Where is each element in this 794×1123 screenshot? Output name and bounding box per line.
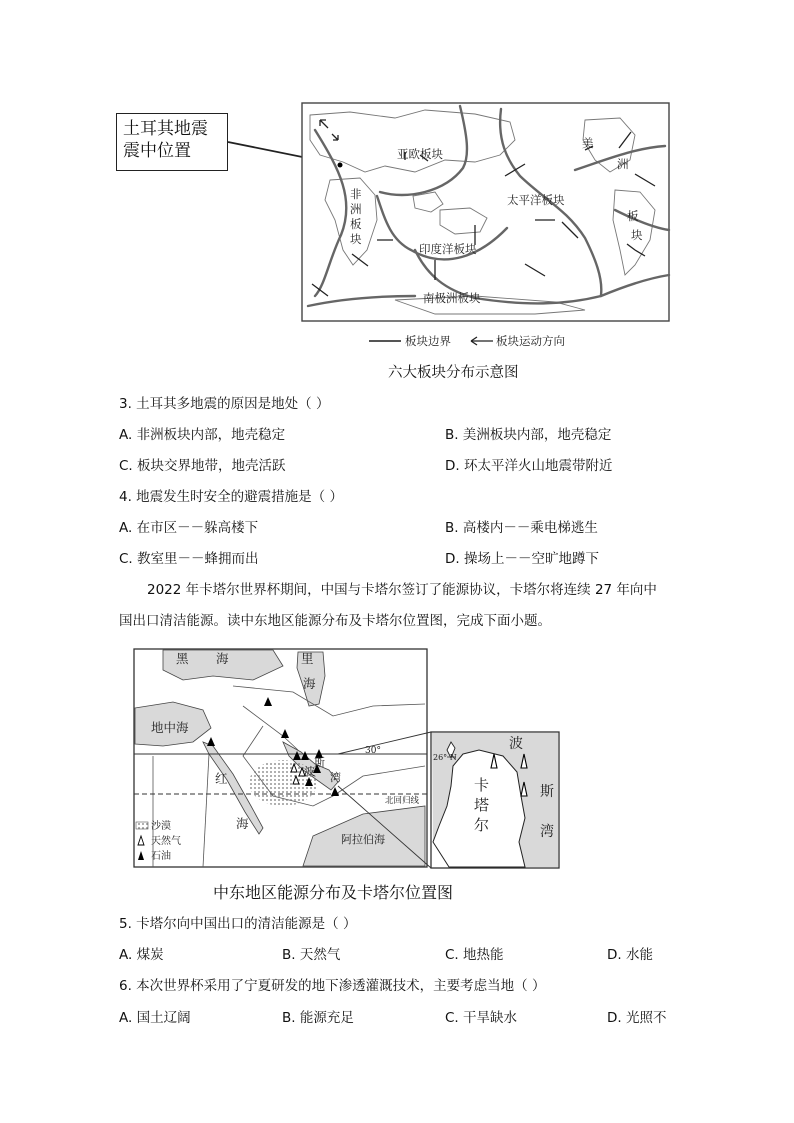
label-red-sea-2: 海	[236, 816, 249, 831]
label-african-2: 洲	[350, 202, 362, 216]
label-african-3: 板	[350, 217, 362, 231]
inset-qatar-2: 塔	[474, 796, 490, 814]
q6-option-c: C. 干旱缺水	[445, 1010, 518, 1026]
label-black-sea-2: 海	[216, 651, 229, 666]
q3-option-a: A. 非洲板块内部，地壳稳定	[119, 427, 286, 443]
label-african-1: 非	[350, 187, 362, 201]
q5-option-c: C. 地热能	[445, 947, 504, 963]
label-american-4: 块	[631, 228, 643, 242]
inset-gulf-2: 斯	[540, 784, 554, 800]
label-eurasian-plate: 亚欧板块	[397, 147, 443, 161]
label-american-1: 美	[582, 136, 594, 150]
inset-lat-label: 26° N	[433, 753, 457, 762]
q3-option-c: C. 板块交界地带，地壳活跃	[119, 458, 286, 474]
q3-stem: 3. 土耳其多地震的原因是地处（ ）	[119, 396, 330, 412]
q5-stem: 5. 卡塔尔向中国出口的清洁能源是（ ）	[119, 916, 357, 932]
inset-gulf-3: 湾	[540, 824, 554, 840]
label-gulf-1: 波	[304, 765, 315, 778]
inset-gulf-1: 波	[509, 736, 523, 752]
label-american-3: 板	[627, 209, 639, 223]
label-tropic-of-cancer: 北回归线	[385, 796, 420, 806]
label-lat-30: 30°	[365, 746, 381, 756]
plate-map-figure	[115, 100, 675, 390]
q4-option-b: B. 高楼内－－乘电梯逃生	[445, 520, 598, 536]
q4-option-a: A. 在市区－－躲高楼下	[119, 520, 259, 536]
q5-option-b: B. 天然气	[282, 947, 341, 963]
epicenter-dot	[338, 163, 343, 168]
legend-oil-label: 石油	[151, 851, 171, 862]
label-gulf-2: 斯	[314, 756, 325, 769]
label-red-sea-1: 红	[215, 771, 228, 786]
plate-map-caption: 六大板块分布示意图	[388, 365, 519, 381]
passage-line-2: 国出口清洁能源。读中东地区能源分布及卡塔尔位置图，完成下面小题。	[119, 613, 551, 629]
plate-map	[115, 100, 675, 390]
q6-option-a: A. 国土辽阔	[119, 1010, 191, 1026]
q5-option-a: A. 煤炭	[119, 947, 164, 963]
inset-qatar-3: 尔	[474, 816, 490, 834]
callout-line-1: 土耳其地震	[123, 119, 208, 139]
q4-stem: 4. 地震发生时安全的避震措施是（ ）	[119, 489, 343, 505]
label-gulf-3: 湾	[330, 771, 341, 784]
label-african-4: 块	[350, 232, 362, 246]
label-american-2: 洲	[617, 157, 629, 171]
label-pacific-plate: 太平洋板块	[507, 193, 565, 207]
q3-option-d: D. 环太平洋火山地震带附近	[445, 458, 613, 474]
q6-stem: 6. 本次世界杯采用了宁夏研发的地下渗透灌溉技术，主要考虑当地（ ）	[119, 978, 546, 994]
q3-option-b: B. 美洲板块内部，地壳稳定	[445, 427, 612, 443]
legend-gas-label: 天然气	[151, 836, 181, 847]
label-antarctic-plate: 南极洲板块	[423, 291, 481, 305]
label-arabian-sea: 阿拉伯海	[341, 833, 385, 846]
q5-option-d: D. 水能	[607, 947, 653, 963]
middle-east-map-caption: 中东地区能源分布及卡塔尔位置图	[213, 883, 454, 902]
inset-qatar-1: 卡	[474, 776, 490, 794]
middle-east-map	[133, 646, 563, 872]
legend-direction-label: 板块运动方向	[496, 334, 565, 348]
q4-option-d: D. 操场上－－空旷地蹲下	[445, 551, 599, 567]
q4-option-c: C. 教室里－－蜂拥而出	[119, 551, 259, 567]
label-caspian-2: 海	[303, 676, 316, 691]
q6-option-d: D. 光照不	[607, 1010, 667, 1026]
middle-east-map-figure	[133, 646, 563, 872]
legend-desert-label: 沙漠	[151, 821, 171, 832]
label-mediterranean: 地中海	[151, 720, 189, 735]
label-caspian-1: 里	[301, 651, 314, 666]
passage-line-1: 2022 年卡塔尔世界杯期间，中国与卡塔尔签订了能源协议，卡塔尔将连续 27 年向中	[147, 582, 657, 598]
label-black-sea-1: 黑	[176, 651, 189, 666]
label-indian-plate: 印度洋板块	[419, 242, 477, 256]
callout-line-2: 震中位置	[123, 141, 191, 161]
q6-option-b: B. 能源充足	[282, 1010, 354, 1026]
legend-boundary-label: 板块边界	[405, 334, 451, 348]
